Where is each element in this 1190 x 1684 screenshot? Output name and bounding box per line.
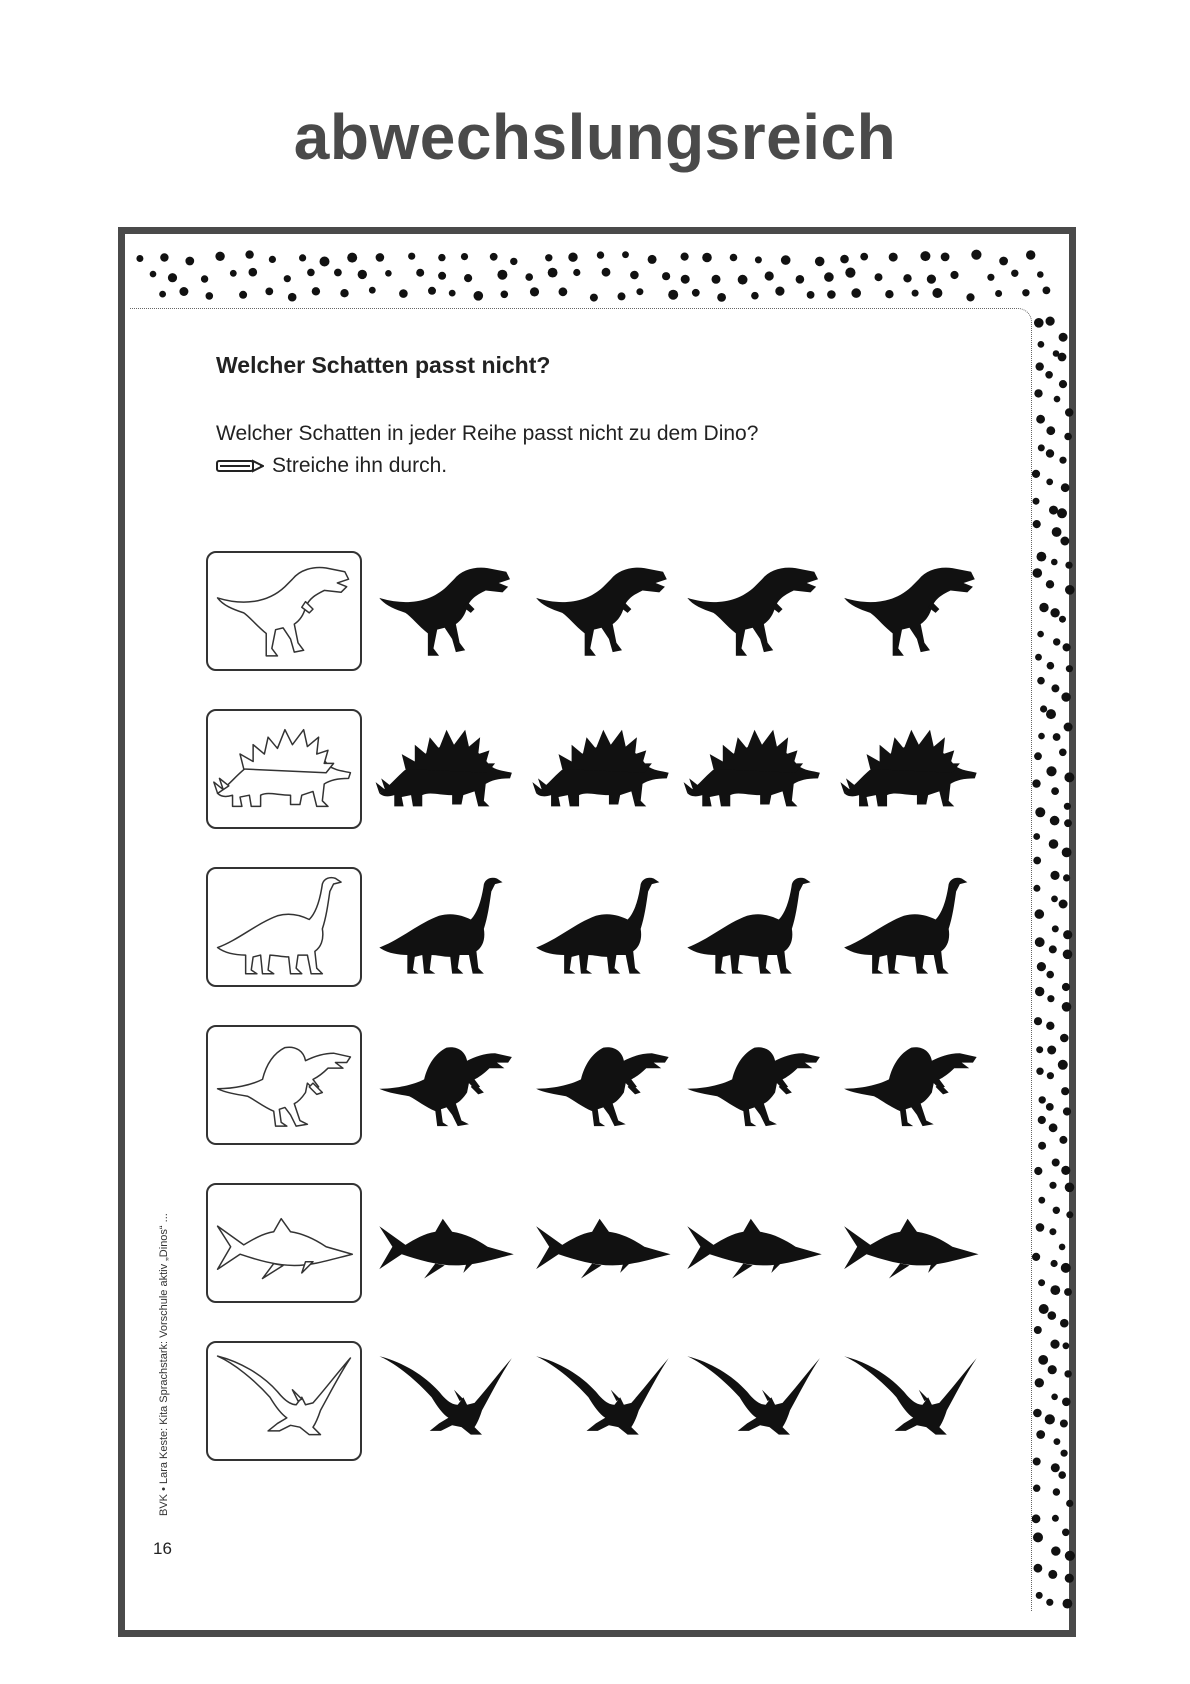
tyrannosaurus-shadow-1[interactable] <box>374 555 520 667</box>
side-credit: BVK • Lara Keste: Kita Sprachstark: Vorschule aktiv „Dinos“ ... <box>158 1213 170 1516</box>
worksheet-action-label: Streiche ihn durch. <box>272 454 448 477</box>
ichthyosaurus-shadow-1[interactable] <box>374 1187 520 1299</box>
spinosaurus-shadow-4[interactable] <box>836 1029 982 1141</box>
dino-row-stegosaurus <box>206 709 986 831</box>
stegosaurus-shadow-4[interactable] <box>836 713 982 825</box>
page-number: 16 <box>153 1539 172 1558</box>
tyrannosaurus-shadow-3[interactable] <box>682 555 828 667</box>
worksheet-title: Welcher Schatten passt nicht? <box>216 352 551 378</box>
tyrannosaurus-shadow-4[interactable] <box>836 555 982 667</box>
header-title: abwechslungsreich <box>293 101 897 173</box>
stegosaurus-outline-image <box>206 709 362 829</box>
dino-row-pteranodon <box>206 1341 986 1463</box>
brachiosaurus-shadow-3[interactable] <box>682 871 828 983</box>
worksheet-instruction: Welcher Schatten in jeder Reihe passt nicht zu dem Dino? <box>216 422 759 445</box>
pteranodon-outline-image <box>206 1341 362 1461</box>
stegosaurus-shadow-2[interactable] <box>528 713 674 825</box>
stegosaurus-shadow-1[interactable] <box>374 713 520 825</box>
stegosaurus-shadow-3[interactable] <box>682 713 828 825</box>
spinosaurus-shadow-1[interactable] <box>374 1029 520 1141</box>
pteranodon-shadow-3[interactable] <box>682 1345 828 1457</box>
spinosaurus-shadow-2[interactable] <box>528 1029 674 1141</box>
ichthyosaurus-shadow-2[interactable] <box>528 1187 674 1299</box>
pencil-icon <box>216 459 264 473</box>
worksheet-action <box>216 454 447 478</box>
pteranodon-shadow-1[interactable] <box>374 1345 520 1457</box>
brachiosaurus-shadow-4[interactable] <box>836 871 982 983</box>
ichthyosaurus-outline-image <box>206 1183 362 1303</box>
tyrannosaurus-outline-image <box>206 551 362 671</box>
spinosaurus-outline-image <box>206 1025 362 1145</box>
spinosaurus-shadow-3[interactable] <box>682 1029 828 1141</box>
brachiosaurus-outline-image <box>206 867 362 987</box>
dino-row-brachiosaurus <box>206 867 986 989</box>
pteranodon-shadow-4[interactable] <box>836 1345 982 1457</box>
dino-row-ichthyosaurus <box>206 1183 986 1305</box>
ichthyosaurus-shadow-3[interactable] <box>682 1187 828 1299</box>
brachiosaurus-shadow-2[interactable] <box>528 871 674 983</box>
dino-row-tyrannosaurus <box>206 551 986 673</box>
brachiosaurus-shadow-1[interactable] <box>374 871 520 983</box>
ichthyosaurus-shadow-4[interactable] <box>836 1187 982 1299</box>
tyrannosaurus-shadow-2[interactable] <box>528 555 674 667</box>
pteranodon-shadow-2[interactable] <box>528 1345 674 1457</box>
dino-row-spinosaurus <box>206 1025 986 1147</box>
